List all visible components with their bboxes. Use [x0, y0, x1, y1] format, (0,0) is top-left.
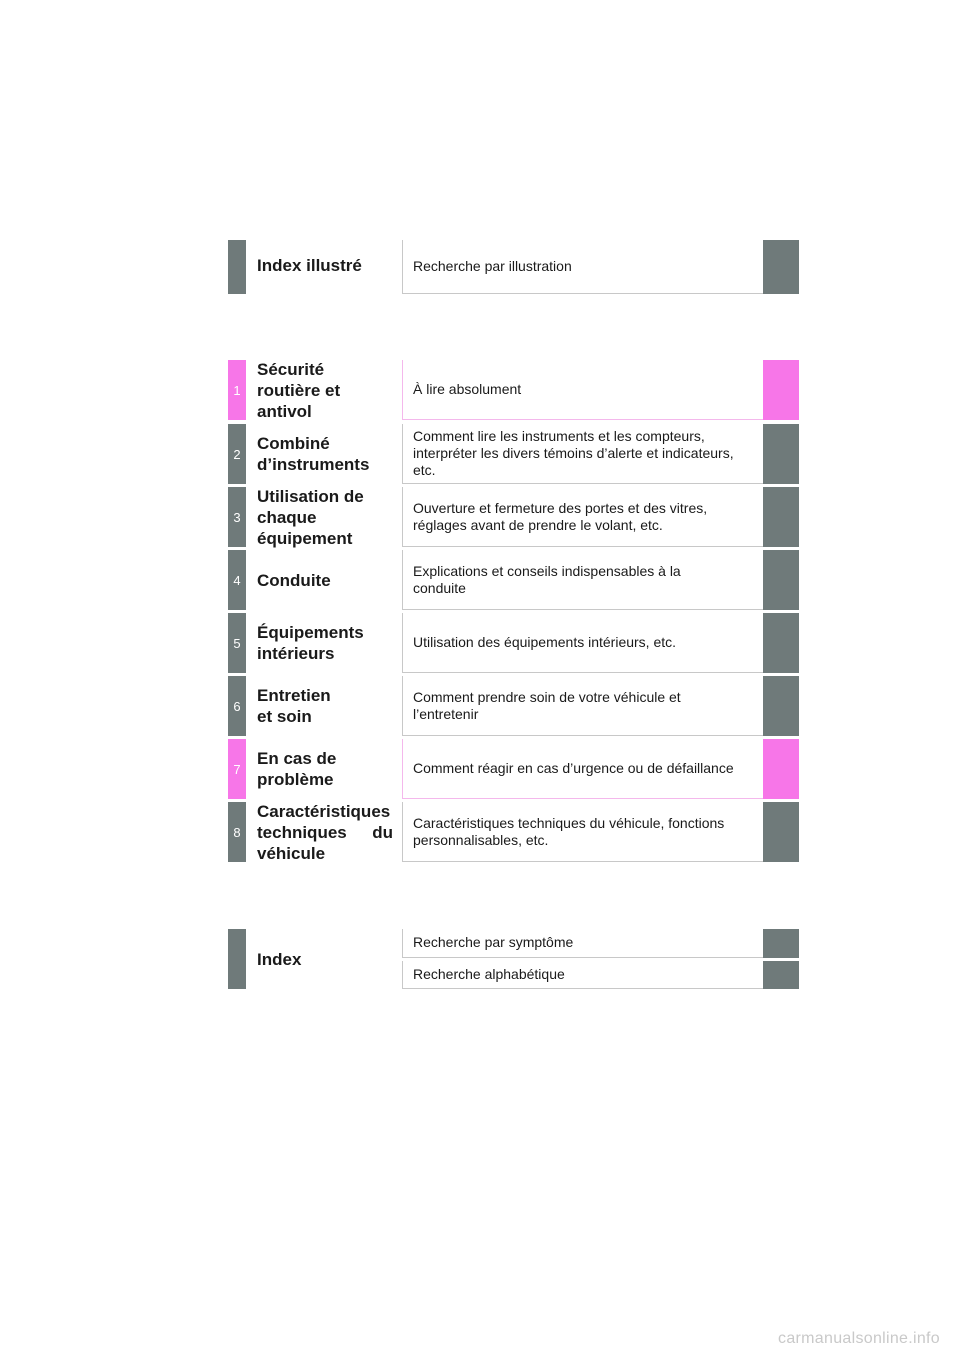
- chapter-number-tab: 5: [228, 613, 246, 673]
- chapter-title: Combiné d’instruments: [257, 434, 370, 474]
- chapter-row-7[interactable]: [228, 739, 799, 799]
- chapter-row-5[interactable]: [228, 613, 799, 673]
- watermark: carmanualsonline.info: [778, 1330, 940, 1347]
- intro-desc: Recherche par illustration: [402, 240, 763, 294]
- chapter-side-tab: [763, 739, 799, 799]
- chapter-side-tab: [763, 676, 799, 736]
- chapter-desc: Caractéristiques techniques du véhicule, fonctions personnalisables, etc.: [402, 802, 763, 862]
- chapter-row-1[interactable]: [228, 360, 799, 420]
- index-item-label: Recherche par symptôme: [402, 929, 763, 958]
- intro-side-tab: [763, 240, 799, 294]
- chapter-number-tab: 2: [228, 424, 246, 484]
- chapter-title: Utilisation de chaque équipement: [257, 486, 364, 548]
- chapter-row-4[interactable]: [228, 550, 799, 610]
- chapter-side-tab: [763, 487, 799, 547]
- chapter-desc: Utilisation des équipements intérieurs, etc.: [402, 613, 763, 673]
- chapter-number-tab: 6: [228, 676, 246, 736]
- chapter-number-tab: 7: [228, 739, 246, 799]
- chapter-title: Équipements intérieurs: [257, 623, 364, 663]
- index-side-tab: [763, 929, 799, 958]
- chapter-desc: Comment prendre soin de votre véhicule et l’entretenir: [402, 676, 763, 736]
- chapter-row-3[interactable]: [228, 487, 799, 547]
- index-item-alphabetical[interactable]: [402, 961, 799, 989]
- chapter-number-tab: 8: [228, 802, 246, 862]
- chapter-desc: Ouverture et fermeture des portes et des vitres, réglages avant de prendre le volant, etc.: [402, 487, 763, 547]
- index-item-symptom[interactable]: [402, 929, 799, 958]
- chapter-side-tab: [763, 802, 799, 862]
- chapter-row-6[interactable]: [228, 676, 799, 736]
- chapter-title: Caractéristiques techniques du véhicule: [257, 801, 393, 863]
- index-item-label: Recherche alphabétique: [402, 961, 763, 989]
- chapter-row-2[interactable]: [228, 424, 799, 484]
- chapter-side-tab: [763, 550, 799, 610]
- chapter-side-tab: [763, 424, 799, 484]
- chapter-side-tab: [763, 613, 799, 673]
- chapter-title: Entretien et soin: [257, 686, 331, 726]
- chapter-number-tab: 1: [228, 360, 246, 420]
- index-title: Index: [257, 949, 302, 969]
- intro-title: Index illustré: [257, 256, 362, 275]
- title-word: du: [372, 822, 393, 842]
- index-side-tab: [763, 961, 799, 989]
- chapter-title: En cas de problème: [257, 749, 337, 789]
- title-word: techniques: [257, 822, 347, 842]
- chapter-side-tab: [763, 360, 799, 420]
- intro-tab: [228, 240, 246, 294]
- index-row: [228, 929, 799, 989]
- chapter-title: Conduite: [257, 570, 331, 590]
- chapter-desc: À lire absolument: [402, 360, 763, 420]
- chapter-desc: Comment lire les instruments et les compteurs, interpréter les divers témoins d’alerte et indicateurs, etc.: [402, 424, 763, 484]
- chapter-desc: Explications et conseils indispensables à la conduite: [402, 550, 763, 610]
- chapter-title: Sécurité routière et antivol: [257, 359, 341, 421]
- chapter-number-tab: 3: [228, 487, 246, 547]
- chapter-number-tab: 4: [228, 550, 246, 610]
- chapter-row-8[interactable]: [228, 802, 799, 862]
- index-tab: [228, 929, 246, 989]
- intro-row[interactable]: [228, 240, 799, 294]
- chapter-desc: Comment réagir en cas d’urgence ou de défaillance: [402, 739, 763, 799]
